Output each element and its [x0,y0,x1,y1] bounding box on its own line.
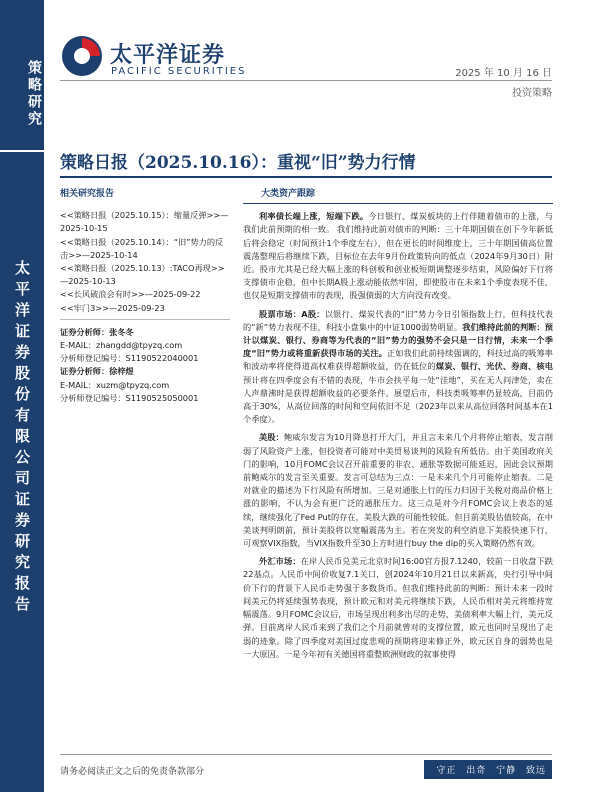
related-item[interactable]: <<策略日报（2025.10.13）:TACO再现>>—2025-10-13 [60,263,225,287]
analyst-cert: 分析师登记编号：S1190525050001 [60,392,199,403]
sidebar-top-label: 策略研究 [26,60,42,128]
stocks-text-a: 以银行、煤炭代表的“旧”势力今日引领指数上行，但科技代表的“新”势力表现不佳，科技小盘集中的中证1000弱势明显。 [243,308,553,332]
report-category: 投资策略 [512,88,552,99]
paragraph-stocks [243,308,553,427]
brand-name-en: PACIFIC SECURITIES [111,66,247,77]
footer-rule [60,754,552,755]
sidebar-bottom-label: 太平洋证券股份有限公司证券研究报告 [13,260,31,617]
paragraph-fx [243,555,553,661]
analyst-name: 张冬冬 [109,326,134,337]
motto-word: 致远 [525,766,546,776]
related-item[interactable]: <<长风破浪会有时>>—2025-09-22 [60,289,201,300]
stocks-text-b: 正如我们此前持续强调的，科技过高的吸筹率和波动率将使得道高权难获得超额收益，仍在低位的 [243,348,553,372]
bonds-lead: 利率债长端上涨，短端下跌。 [259,211,369,222]
divider [60,319,230,320]
related-item[interactable]: <<策略日报（2025.10.14）：“旧”势力的反击>>—2025-10-14 [60,236,224,260]
analyst-cert: 分析师登记编号：S1190522040001 [60,353,199,364]
left-column [60,188,230,405]
page-title: 策略日报（2025.10.16）：重视“旧”势力行情 [60,153,416,173]
stocks-text-c: 预计将在四季度会有不错的表现，牛市会扶平每一处“洼地”，买在无人问津处，卖在人声鼎沸时是获得超额收益的必要条件。展望后市，科技类吸筹率仍显较高，目前仍高于30%，从高位回落的时间和空间依旧不足（2023年以来从高位回落时间基本在1个季度）。 [243,374,553,425]
footer-motto [424,760,552,779]
section-rule [243,203,553,204]
stocks-bold: 我们维持此前的判断：预计以煤炭、银行、券商等为代表的“旧”势力的强势不会只是一日行情，未来一个季度“旧”势力或将重新获得市场的关注。 [243,321,553,359]
main-column [243,188,553,666]
related-item[interactable]: <<牢门3>>—2025-09-23 [60,302,165,313]
analyst-label: 证券分析师： [60,366,110,377]
paragraph-us-stocks [243,431,553,550]
fx-lead: 外汇市场： [259,556,301,567]
brand-name-cn: 太平洋证券 [110,43,226,68]
stocks-bold-sectors: 煤炭、银行、光伏、券商、核电 [435,361,553,372]
analyst-label: 证券分析师： [60,326,110,337]
title-rule [60,176,552,178]
analyst-block [60,326,230,405]
sidebar [0,0,44,792]
related-heading: 相关研究报告 [60,189,115,199]
paragraph-bonds [243,210,553,302]
motto-word: 守正 [436,766,457,776]
analyst-email[interactable]: E-MAIL：zhangdd@tpyzq.com [60,340,183,351]
analyst-email[interactable]: E-MAIL：xuzm@tpyzq.com [60,379,170,390]
footer-disclaimer: 请务必阅读正文之后的免责条款部分 [60,767,205,777]
fx-text: 在岸人民币兑美元北京时间16:00官方报7.1240，较前一日收盘下跌22基点。人民币中间价收复7.1关口，创2024年10月21日以来新高，央行引导中间价下行的背景下人民币走势强于多数货币。但我们维持此前的判断：预计未来一段时间美元仍将延续强势表现，预计欧元和对美元将继续下跌，人民币相对美元将维持宽幅震荡。9月FOMC会议后，市场呈现出利多出尽的走势，美债利率大幅上行，美元反弹。目前离岸人民币来到了我们之个月前就曾对的支撑位置，欧元也同时呈现出了走弱的迹象。除了四季度对美国过度悲观的预期将迎来修正外，欧元区自身的弱势也是一大原因。一是今年初有关德国将重整欧洲财政的叙事使得 [243,556,553,659]
analyst-name: 徐梓煜 [109,366,134,377]
related-item[interactable]: <<策略日报（2025.10.15）：缩量反弹>>—2025-10-15 [60,210,229,234]
bonds-text: 今日银行、煤炭板块的上行伴随着债市的上涨，与我们此前预期的相一致。 我们维持此前对债市的判断：三十年期国债在创下今年新低后将会稳定（时间预计1个季度左右），但在更长的时间维度上，三十年期国债高位置震荡整理后将继续下跌，目标位在去年9月份政策转向的低点（2024年9月30日）附近。股市尤其是已经大幅上涨的科创板和创业板短期调整逐步结束，风险偏好下行将支撑债市企稳，但中长期A股上涨动能依然牢固，即使股市在未来1个季度表现不佳，也仅是短期支撑债市的表现，股强债弱的大方向没有改变。 [243,211,553,301]
pacific-logo-icon [60,34,104,78]
report-date: 2025 年 10 月 16 日 [455,68,552,79]
stocks-lead: 股票市场：A股： [259,308,325,319]
section-title: 大类资产跟踪 [261,189,316,199]
motto-word: 出奇 [466,766,487,776]
header-rule [60,80,552,81]
motto-word: 宁静 [496,766,517,776]
us-stocks-text: 鲍威尔发言为10月降息打开大门，并且言未来几个月将停止缩表，发言削弱了风险资产上涨，但投资者可能对中美贸易谈判的风险有所低估。由于美国政府关门的影响，10月FOMC会议召开前重要的非农、通胀等数据可能延迟，因此会议预期前鲍威尔的发言至关重要。发言可总结为三点：一是未来几个月可能停止缩表。二是对就业的描述为下行风险有所增加。三是对通胀上行的压力归因于关税对商品价格上涨的影响，不认为会有更广泛的通胀压力。这三点是对今月FOMC会议上表态的延续，继续强化了Fed Put的存在，美股大跌的可能性较低。但目前美股估值较高，在中美谈判明朗前，预计美股将以宽幅震荡为主。若在突发的利空消息下美股快速下行，可观察VIX指数，当VIX指数升至30上方时进行buy the dip的买入策略仍然有效。 [243,432,553,549]
us-stocks-lead: 美股： [259,432,285,443]
sidebar-separator [0,150,44,152]
